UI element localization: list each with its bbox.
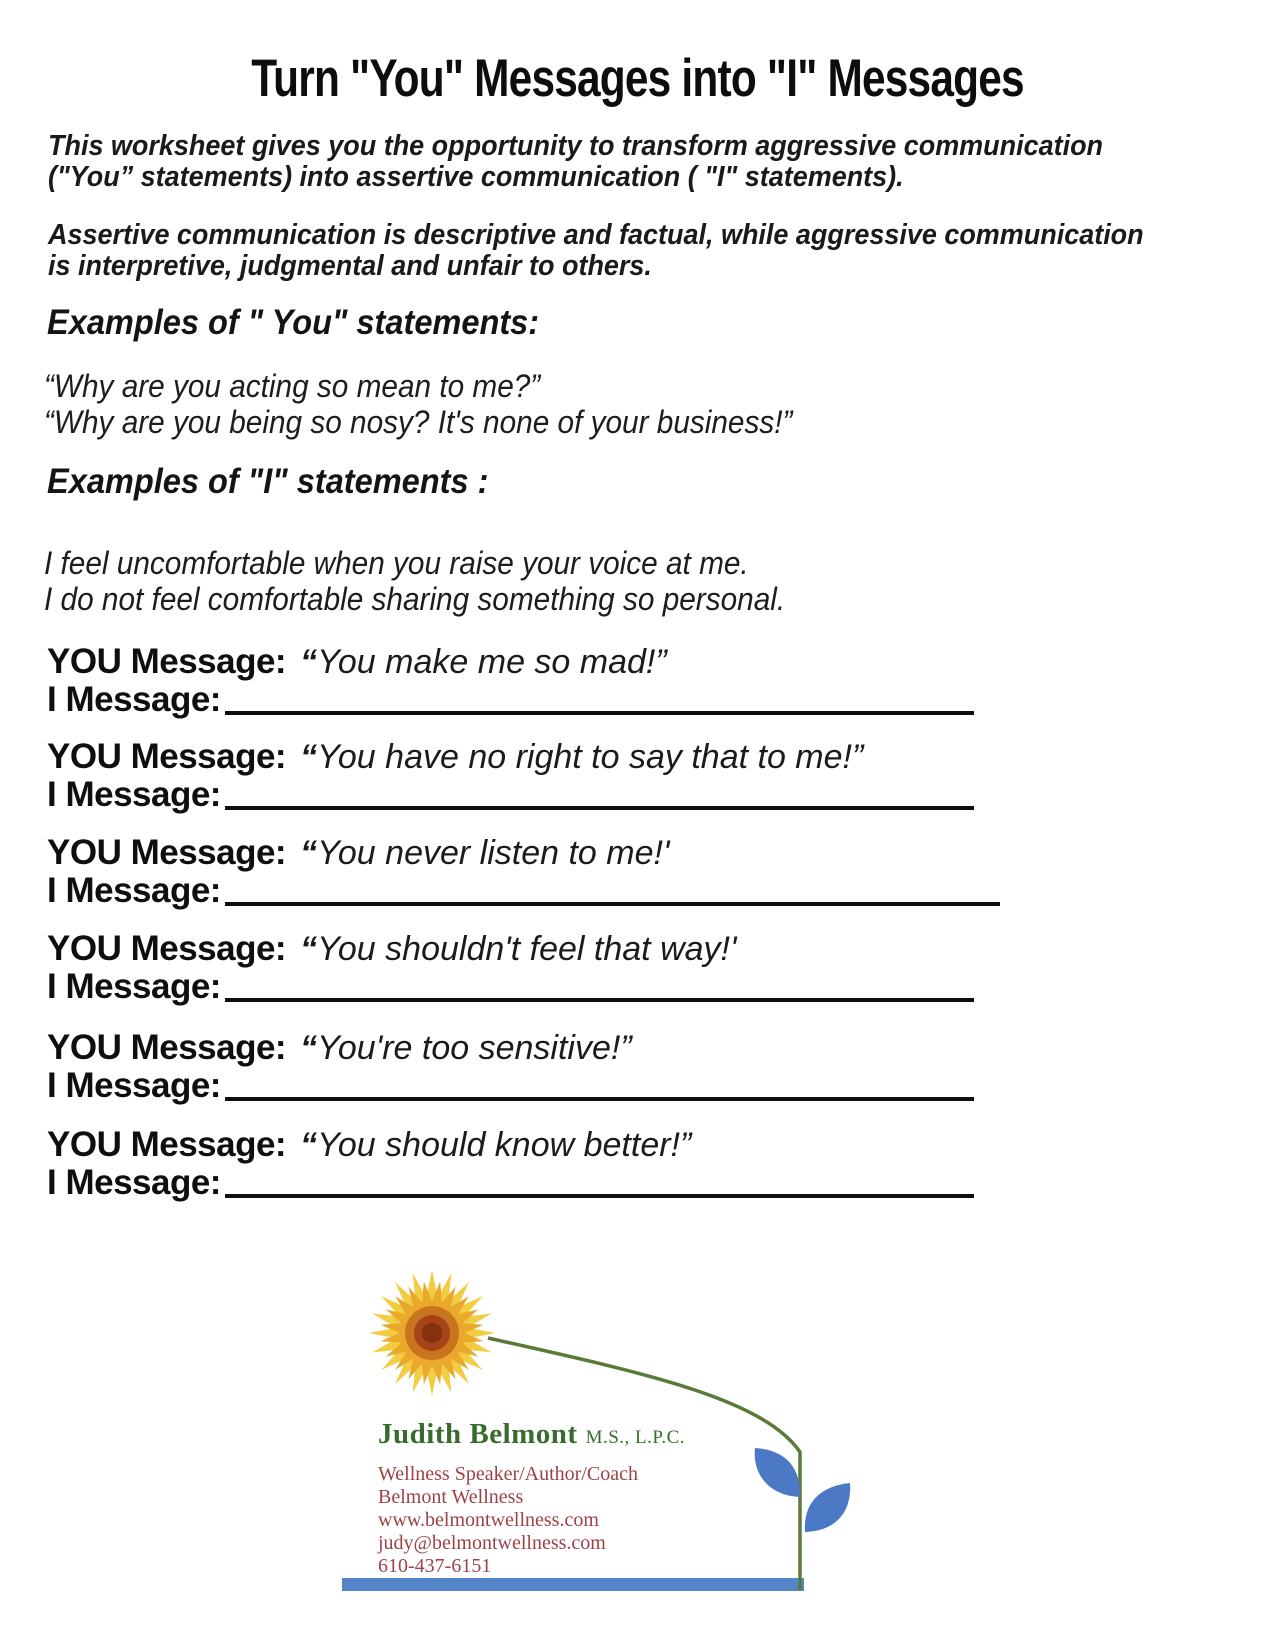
i-message-blank-line[interactable] bbox=[225, 776, 974, 810]
author-credentials: M.S., L.P.C. bbox=[585, 1427, 686, 1448]
you-example-2: “Why are you being so nosy? It's none of your business!” bbox=[44, 404, 793, 440]
i-message-row bbox=[47, 681, 974, 719]
footer-email: judy@belmontwellness.com bbox=[378, 1532, 606, 1554]
you-message-row bbox=[47, 643, 974, 681]
you-message-row bbox=[47, 738, 974, 776]
you-message-quote: “You have no right to say that to me!” bbox=[300, 738, 864, 776]
you-statements-heading: Examples of " You" statements: bbox=[47, 303, 540, 342]
i-message-row bbox=[47, 1164, 974, 1202]
i-message-label: I Message: bbox=[47, 1163, 221, 1202]
footer-name-line bbox=[378, 1418, 685, 1451]
you-message-label: YOU Message: bbox=[47, 1028, 287, 1067]
you-message-row bbox=[47, 834, 1000, 872]
you-message-label: YOU Message: bbox=[47, 1125, 287, 1164]
footer-company: Belmont Wellness bbox=[378, 1486, 524, 1508]
footer-phone: 610-437-6151 bbox=[378, 1555, 492, 1577]
i-message-row bbox=[47, 1067, 974, 1105]
i-example-1: I feel uncomfortable when you raise your voice at me. bbox=[44, 545, 749, 581]
footer-contact-lines bbox=[378, 1463, 685, 1578]
leaf-icon bbox=[755, 1448, 800, 1497]
page-title: Turn "You" Messages into "I" Messages bbox=[251, 49, 1024, 108]
you-message-label: YOU Message: bbox=[47, 929, 287, 968]
i-message-label: I Message: bbox=[47, 775, 221, 814]
you-message-quote: “You never listen to me!' bbox=[300, 834, 670, 872]
i-message-row bbox=[47, 872, 1000, 910]
i-message-blank-line[interactable] bbox=[225, 681, 974, 715]
message-block-2 bbox=[47, 738, 974, 814]
intro-p1-line1: This worksheet gives you the opportunity to transform aggressive communication bbox=[48, 130, 1104, 162]
i-message-label: I Message: bbox=[47, 680, 221, 719]
i-message-label: I Message: bbox=[47, 871, 221, 910]
sunflower-icon bbox=[369, 1270, 495, 1396]
i-message-blank-line[interactable] bbox=[225, 872, 1000, 906]
you-example-1: “Why are you acting so mean to me?” bbox=[44, 368, 541, 404]
you-message-label: YOU Message: bbox=[47, 737, 287, 776]
i-message-label: I Message: bbox=[47, 967, 221, 1006]
intro-p1-line2: ("You” statements) into assertive communication ( "I" statements). bbox=[48, 161, 904, 193]
i-message-row bbox=[47, 968, 974, 1006]
i-message-blank-line[interactable] bbox=[225, 968, 974, 1002]
author-name: Judith Belmont bbox=[378, 1418, 578, 1450]
i-message-label: I Message: bbox=[47, 1066, 221, 1105]
you-message-quote: “You shouldn't feel that way!' bbox=[300, 930, 737, 968]
footer-role: Wellness Speaker/Author/Coach bbox=[378, 1463, 638, 1485]
intro-paragraph-1 bbox=[48, 131, 1103, 193]
i-statements-heading: Examples of "I" statements : bbox=[47, 462, 489, 501]
message-block-4 bbox=[47, 930, 974, 1006]
footer-website: www.belmontwellness.com bbox=[378, 1509, 599, 1531]
you-message-quote: “You should know better!” bbox=[300, 1126, 692, 1164]
message-block-5 bbox=[47, 1029, 974, 1105]
intro-p2-line2: is interpretive, judgmental and unfair to others. bbox=[48, 250, 652, 282]
i-message-blank-line[interactable] bbox=[225, 1067, 974, 1101]
i-example-2: I do not feel comfortable sharing something so personal. bbox=[44, 581, 786, 617]
footer-contact-card bbox=[378, 1418, 685, 1578]
you-message-quote: “You're too sensitive!” bbox=[300, 1029, 632, 1067]
footer-bar bbox=[342, 1578, 804, 1591]
you-message-label: YOU Message: bbox=[47, 833, 287, 872]
i-statement-examples bbox=[44, 545, 785, 617]
message-block-1 bbox=[47, 643, 974, 719]
you-message-label: YOU Message: bbox=[47, 642, 287, 681]
message-block-6 bbox=[47, 1126, 974, 1202]
you-message-quote: “You make me so mad!” bbox=[300, 643, 667, 681]
you-message-row bbox=[47, 1029, 974, 1067]
you-message-row bbox=[47, 930, 974, 968]
i-message-row bbox=[47, 776, 974, 814]
intro-paragraph-2 bbox=[48, 220, 1144, 282]
leaf-icon bbox=[805, 1483, 850, 1532]
message-block-3 bbox=[47, 834, 1000, 910]
you-message-row bbox=[47, 1126, 974, 1164]
i-message-blank-line[interactable] bbox=[225, 1164, 974, 1198]
intro-p2-line1: Assertive communication is descriptive and factual, while aggressive communication bbox=[48, 219, 1144, 251]
you-statement-examples bbox=[44, 368, 792, 440]
